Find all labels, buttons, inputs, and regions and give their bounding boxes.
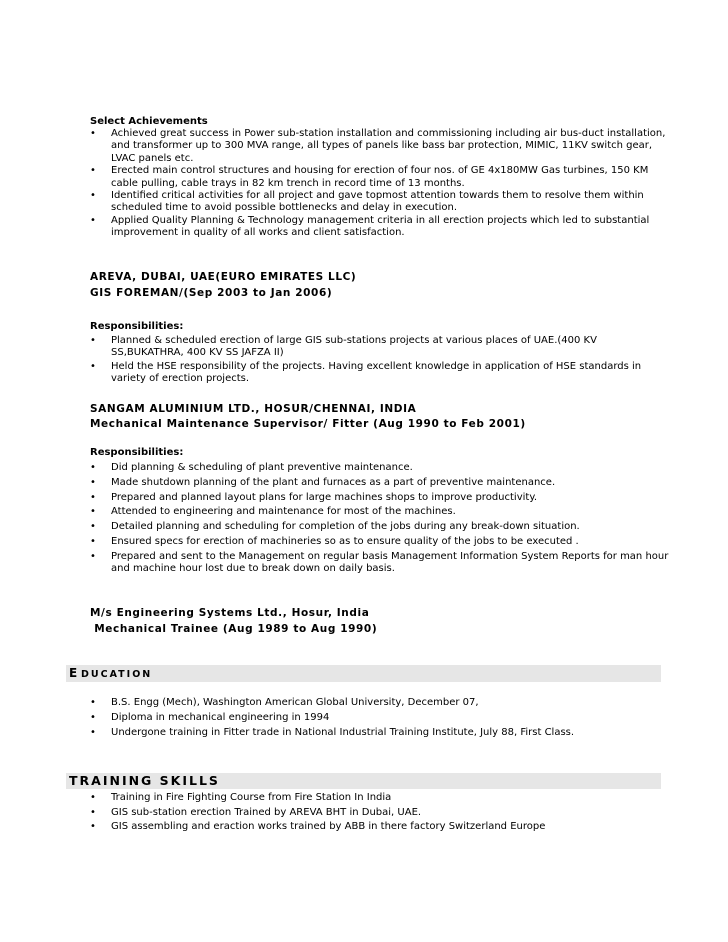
mes-role: Mechanical Trainee (Aug 1989 to Aug 1990) [90,623,378,635]
list-item: • Prepared and sent to the Management on regular basis Management Information System Reports for man hour and machine hour lost due to break down on daily basis. [90,551,670,576]
education-heading-rest: DUCATION [81,669,153,680]
sangam-resp-list [90,462,670,576]
areva-resp-list [90,335,670,386]
training-section [90,792,670,834]
list-item: • Made shutdown planning of the plant and furnaces as a part of preventive maintenance. [90,477,670,489]
list-item: • GIS sub-station erection Trained by AREVA BHT in Dubai, UAE. [90,807,670,819]
list-item: • Detailed planning and scheduling for completion of the jobs during any break-down situation. [90,521,670,533]
sangam-company: SANGAM ALUMINIUM LTD., HOSUR/CHENNAI, INDIA [90,403,417,415]
sangam-role: Mechanical Maintenance Supervisor/ Fitter (Aug 1990 to Feb 2001) [90,418,526,430]
education-section [90,697,670,739]
list-item: • Attended to engineering and maintenance for most of the machines. [90,506,670,518]
list-item: • Ensured specs for erection of machineries so as to ensure quality of the jobs to be executed . [90,536,670,548]
list-item: • GIS assembling and eraction works trained by ABB in there factory Switzerland Europe [90,821,670,833]
areva-resp-heading: Responsibilities: [90,321,184,332]
list-item: • Diploma in mechanical engineering in 1994 [90,712,670,724]
list-item: • Identified critical activities for all project and gave topmost attention towards them to resolve them within scheduled time to avoid possible bottlenecks and delay in execution. [90,190,670,215]
list-item: • Prepared and planned layout plans for large machines shops to improve productivity. [90,492,670,504]
areva-responsibilities [90,321,670,386]
training-heading-bar [66,773,661,789]
training-heading: TRAINING SKILLS [69,773,220,788]
list-item: • Achieved great success in Power sub-station installation and commissioning including air bus-duct installation, and transformer up to 300 MVA range, all types of panels like bass bar protection, MIMIC, 11KV switch gear, LVAC panels etc. [90,128,670,165]
list-item: • Training in Fire Fighting Course from Fire Station In India [90,792,670,804]
sangam-responsibilities [90,447,670,576]
education-heading-bar [66,665,661,682]
list-item: • Planned & scheduled erection of large GIS sub-stations projects at various places of UAE.(400 KV SS,BUKATHRA, 400 KV SS JAFZA II) [90,335,670,360]
list-item: • Held the HSE responsibility of the projects. Having excellent knowledge in application of HSE standards in variety of erection projects. [90,361,670,386]
areva-role: GIS FOREMAN/(Sep 2003 to Jan 2006) [90,287,333,299]
list-item: • Undergone training in Fitter trade in National Industrial Training Institute, July 88, First Class. [90,727,670,739]
mes-company: M/s Engineering Systems Ltd., Hosur, India [90,607,370,619]
education-list [90,697,670,739]
education-heading-initial: E [69,666,80,680]
achievements-section [90,116,670,240]
areva-company: AREVA, DUBAI, UAE(EURO EMIRATES LLC) [90,271,357,283]
achievements-list [90,128,670,240]
mes-section [90,606,670,636]
list-item: • B.S. Engg (Mech), Washington American Global University, December 07, [90,697,670,709]
sangam-resp-heading: Responsibilities: [90,447,184,458]
sangam-section [90,402,670,431]
list-item: • Did planning & scheduling of plant preventive maintenance. [90,462,670,474]
achievements-heading: Select Achievements [90,116,208,127]
training-list [90,792,670,834]
list-item: • Applied Quality Planning & Technology management criteria in all erection projects which led to substantial improvement in quality of all works and client satisfaction. [90,215,670,240]
list-item: • Erected main control structures and housing for erection of four nos. of GE 4x180MW Gas turbines, 150 KM cable pulling, cable trays in 82 km trench in record time of 13 months. [90,165,670,190]
areva-section [90,270,670,300]
